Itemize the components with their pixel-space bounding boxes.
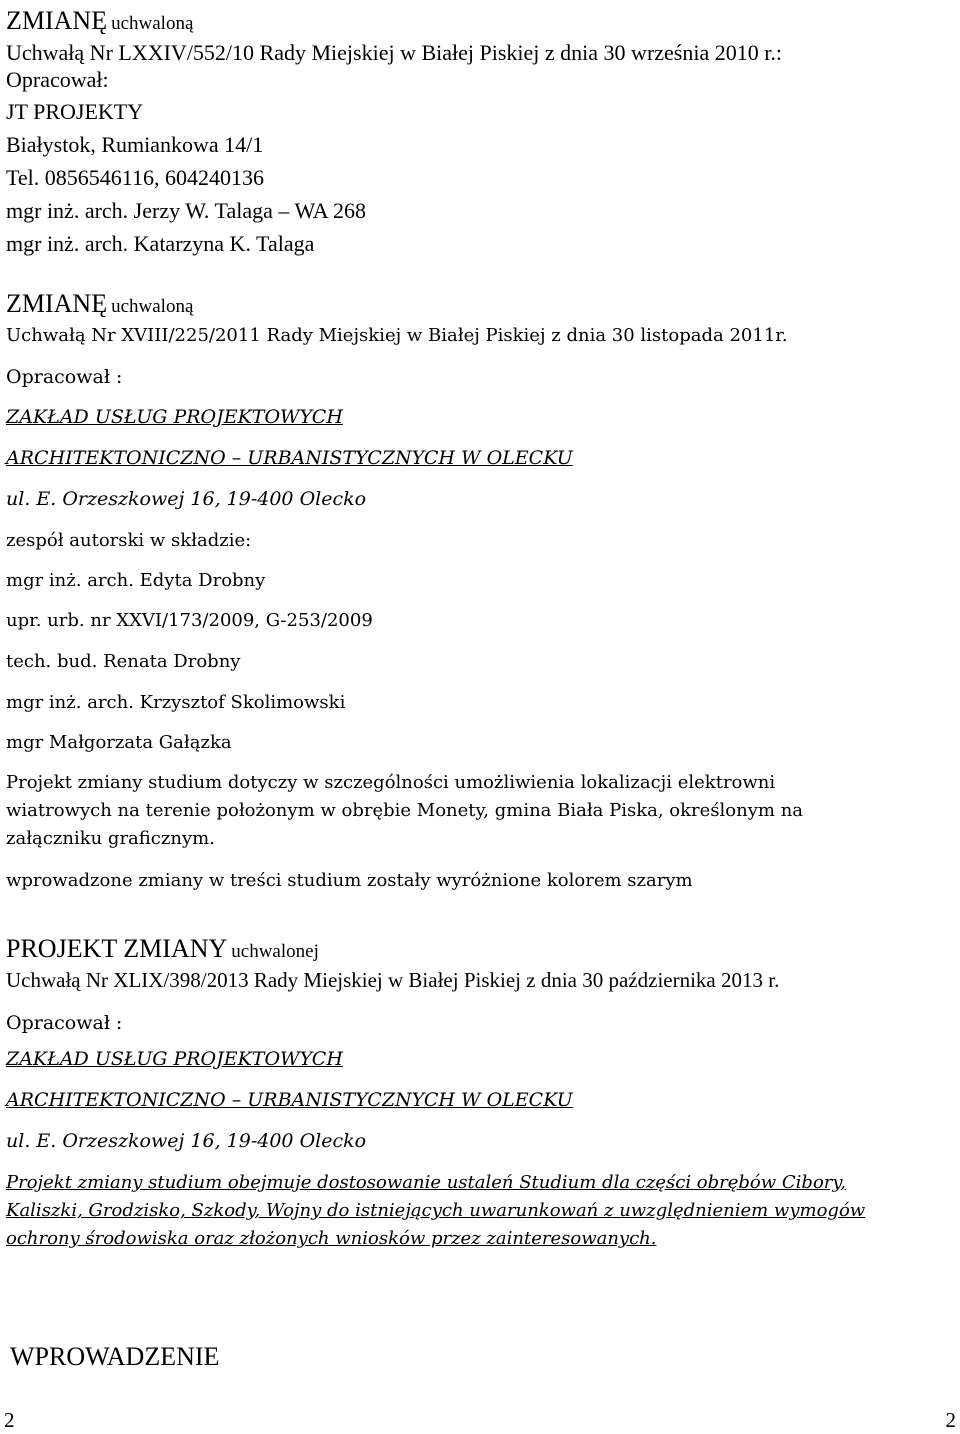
section1-title xyxy=(6,8,193,34)
section3-title xyxy=(6,936,319,962)
section2-team-member: mgr Małgorzata Gałązka xyxy=(6,732,232,753)
section2-title xyxy=(6,291,193,317)
section3-title-small: uchwalonej xyxy=(231,941,319,962)
section1-title-big: ZMIANĘ xyxy=(6,6,108,35)
section2-company-line-2: ARCHITEKTONICZNO – URBANISTYCZNYCH W OLECKU xyxy=(6,447,573,469)
section2-changes-note: wprowadzone zmiany w treści studium zostały wyróżnione kolorem szarym xyxy=(6,870,693,891)
section3-title-big: PROJEKT ZMIANY xyxy=(6,934,228,963)
section2-description-line: wiatrowych na terenie położonym w obrębie Monety, gmina Biała Piska, określonym na xyxy=(6,800,804,821)
section3-scope-line: Projekt zmiany studium obejmuje dostosowanie ustaleń Studium dla części obrębów Cibory, xyxy=(6,1172,846,1193)
section1-author-1: mgr inż. arch. Jerzy W. Talaga – WA 268 xyxy=(6,198,366,223)
section1-title-small: uchwaloną xyxy=(111,13,194,34)
section2-team-label: zespół autorski w składzie: xyxy=(6,530,252,551)
section2-address: ul. E. Orzeszkowej 16, 19-400 Olecko xyxy=(6,488,367,510)
section3-company-line-1: ZAKŁAD USŁUG PROJEKTOWYCH xyxy=(6,1048,343,1070)
page-number-left: 2 xyxy=(4,1408,15,1432)
section2-description-line: załączniku graficznym. xyxy=(6,828,215,849)
section3-resolution: Uchwałą Nr XLIX/398/2013 Rady Miejskiej w Białej Piskiej z dnia 30 października 2013 r. xyxy=(6,968,780,992)
intro-heading: WPROWADZENIE xyxy=(10,1342,220,1371)
section3-prepared-by: Opracował : xyxy=(6,1012,123,1034)
section1-company: JT PROJEKTY xyxy=(6,99,144,124)
section2-team-member: upr. urb. nr XXVI/173/2009, G-253/2009 xyxy=(6,610,373,631)
page-number-right: 2 xyxy=(945,1408,956,1432)
section1-address: Białystok, Rumiankowa 14/1 xyxy=(6,132,264,157)
section2-title-big: ZMIANĘ xyxy=(6,289,108,318)
section3-scope-line: Kaliszki, Grodzisko, Szkody, Wojny do istniejących uwarunkowań z uwzględnieniem wymogów xyxy=(6,1200,866,1221)
section1-phone: Tel. 0856546116, 604240136 xyxy=(6,165,264,190)
section3-scope-line: ochrony środowiska oraz złożonych wniosków przez zainteresowanych. xyxy=(6,1228,657,1249)
section2-title-small: uchwaloną xyxy=(111,296,194,317)
section2-description-line: Projekt zmiany studium dotyczy w szczególności umożliwienia lokalizacji elektrowni xyxy=(6,772,776,793)
section1-prepared-by: Opracował: xyxy=(6,67,109,92)
section1-author-2: mgr inż. arch. Katarzyna K. Talaga xyxy=(6,231,315,256)
section2-prepared-by: Opracował : xyxy=(6,366,123,388)
section2-team-member: mgr inż. arch. Krzysztof Skolimowski xyxy=(6,692,346,713)
section2-company-line-1: ZAKŁAD USŁUG PROJEKTOWYCH xyxy=(6,406,343,428)
section2-team-member: mgr inż. arch. Edyta Drobny xyxy=(6,570,266,591)
section2-resolution: Uchwałą Nr XVIII/225/2011 Rady Miejskiej w Białej Piskiej z dnia 30 listopada 2011r. xyxy=(6,325,788,346)
section2-team-member: tech. bud. Renata Drobny xyxy=(6,651,241,672)
section3-company-line-2: ARCHITEKTONICZNO – URBANISTYCZNYCH W OLECKU xyxy=(6,1089,573,1111)
section1-resolution: Uchwałą Nr LXXIV/552/10 Rady Miejskiej w Białej Piskiej z dnia 30 września 2010 r.: xyxy=(6,40,782,65)
section3-address: ul. E. Orzeszkowej 16, 19-400 Olecko xyxy=(6,1130,367,1152)
